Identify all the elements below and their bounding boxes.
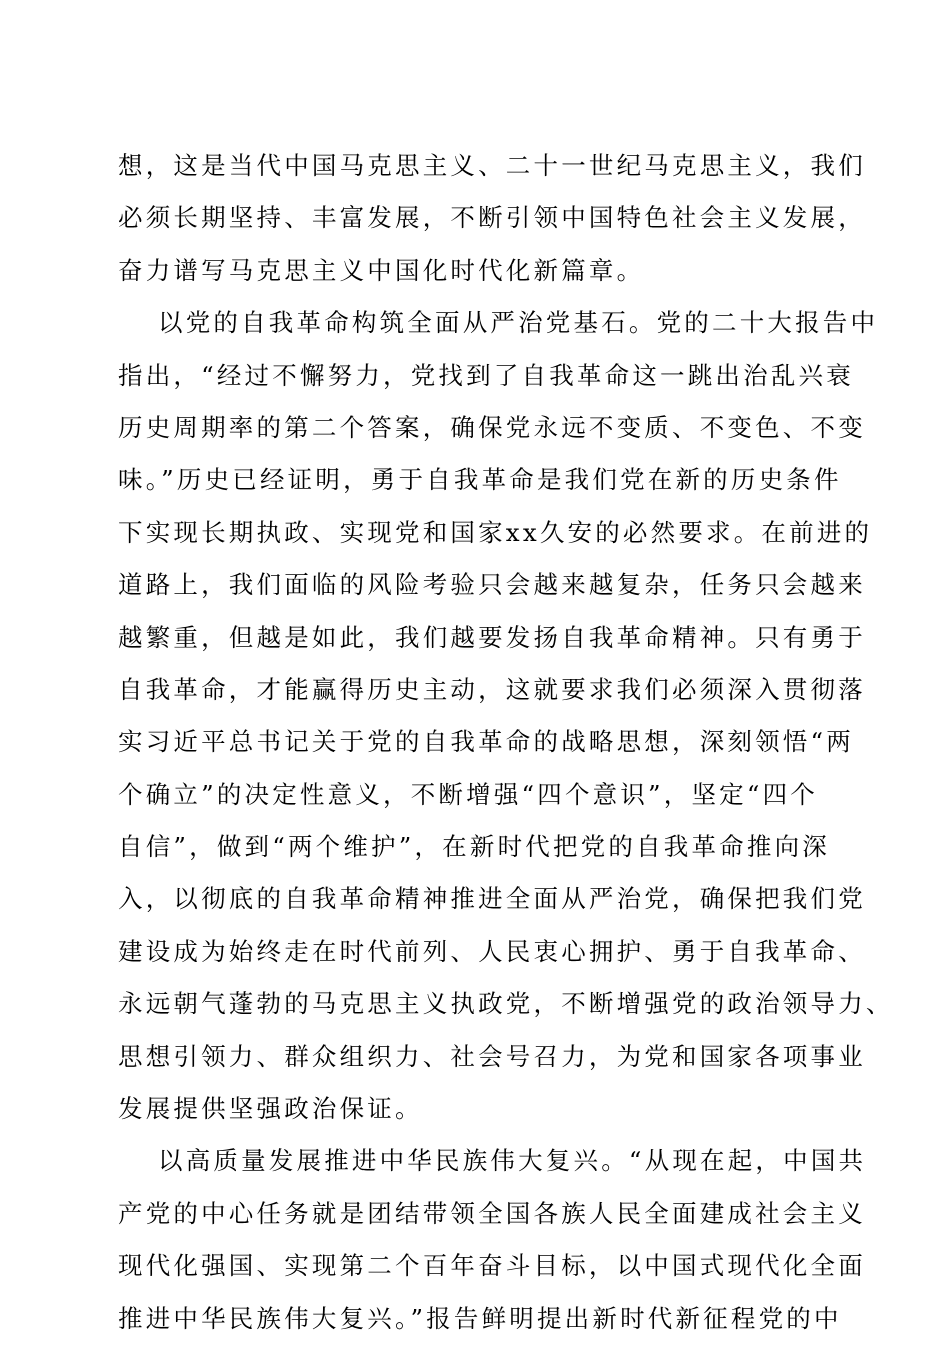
text-line: 实习近平总书记关于党的自我革命的战略思想，深刻领悟“两 (118, 727, 854, 757)
text-line: 越繁重，但越是如此，我们越要发扬自我革命精神。只有勇于 (118, 622, 866, 652)
text-line: 指出，“经过不懈努力，党找到了自我革命这一跳出治乱兴衰 (118, 360, 854, 390)
text-line: 味。”历史已经证明，勇于自我革命是我们党在新的历史条件 (118, 465, 842, 495)
paragraph-start-line: 以高质量发展推进中华民族伟大复兴。“从现在起，中国共 (158, 1146, 867, 1176)
document-page (118, 140, 894, 1345)
text-line: 推进中华民族伟大复兴。”报告鲜明提出新时代新征程党的中 (118, 1303, 842, 1333)
text-line: 入，以彻底的自我革命精神推进全面从严治党，确保把我们党 (118, 884, 866, 914)
text-line: 想，这是当代中国马克思主义、二十一世纪马克思主义，我们 (118, 151, 866, 180)
text-line: 下实现长期执政、实现党和国家xx久安的必然要求。在前进的 (118, 517, 873, 547)
text-line: 建设成为始终走在时代前列、人民衷心拥护、勇于自我革命、 (118, 936, 866, 966)
text-line: 思想引领力、群众组织力、社会号召力，为党和国家各项事业 (118, 1041, 866, 1071)
text-line: 产党的中心任务就是团结带领全国各族人民全面建成社会主义 (118, 1198, 866, 1228)
text-line: 道路上，我们面临的风险考验只会越来越复杂，任务只会越来 (118, 570, 866, 600)
text-line: 历史周期率的第二个答案，确保党永远不变质、不变色、不变 (118, 412, 866, 442)
text-line: 现代化强国、实现第二个百年奋斗目标，以中国式现代化全面 (118, 1251, 866, 1281)
text-line: 自信”，做到“两个维护”，在新时代把党的自我革命推向深 (118, 832, 830, 862)
text-line: 永远朝气蓬勃的马克思主义执政党，不断增强党的政治领导力、 (118, 989, 894, 1019)
text-line: 必须长期坚持、丰富发展，不断引领中国特色社会主义发展， (118, 203, 866, 233)
text-line: 个确立”的决定性意义，不断增强“四个意识”，坚定“四个 (118, 779, 818, 809)
text-line: 自我革命，才能赢得历史主动，这就要求我们必须深入贯彻落 (118, 674, 866, 704)
paragraph-start-line: 以党的自我革命构筑全面从严治党基石。党的二十大报告中 (158, 308, 879, 338)
text-line: 奋力谱写马克思主义中国化时代化新篇章。 (118, 255, 645, 285)
text-line: 发展提供坚强政治保证。 (118, 1094, 423, 1124)
